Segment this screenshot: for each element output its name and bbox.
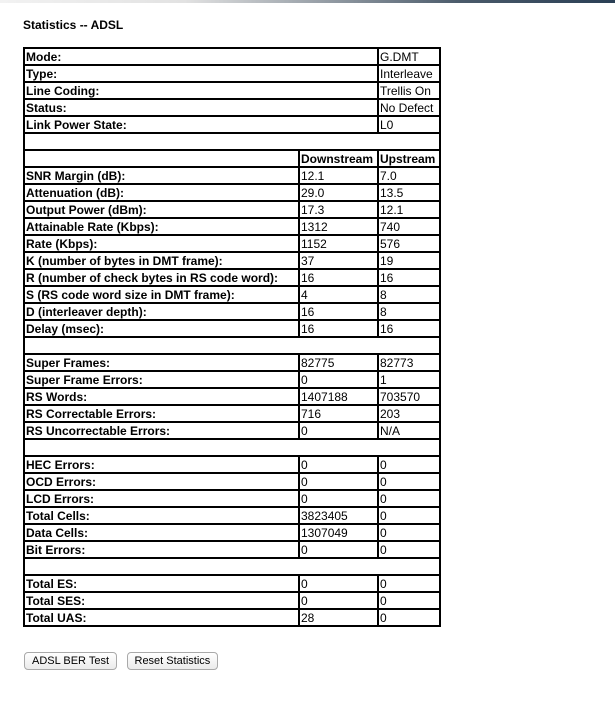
info-label: Mode:	[24, 48, 378, 65]
downstream-value: 12.1	[299, 167, 378, 184]
stat-label: K (number of bytes in DMT frame):	[24, 252, 299, 269]
header-blank-cell	[24, 150, 299, 167]
downstream-value: 0	[299, 422, 378, 439]
stat-row	[24, 320, 440, 337]
stat-row	[24, 354, 440, 371]
stat-label: Rate (Kbps):	[24, 235, 299, 252]
stat-row	[24, 252, 440, 269]
upstream-value: 0	[378, 473, 440, 490]
info-value: Interleave	[378, 65, 440, 82]
button-row	[24, 652, 223, 670]
spacer-row	[24, 133, 440, 150]
stat-label: RS Words:	[24, 388, 299, 405]
downstream-value: 0	[299, 456, 378, 473]
info-row-type	[24, 65, 440, 82]
downstream-value: 1407188	[299, 388, 378, 405]
info-value: No Defect	[378, 99, 440, 116]
upstream-value: 12.1	[378, 201, 440, 218]
stat-label: D (interleaver depth):	[24, 303, 299, 320]
stat-label: S (RS code word size in DMT frame):	[24, 286, 299, 303]
stat-row	[24, 541, 440, 558]
stat-label: RS Uncorrectable Errors:	[24, 422, 299, 439]
stat-row	[24, 303, 440, 320]
spacer-cell	[24, 558, 440, 575]
spacer-cell	[24, 439, 440, 456]
stat-row	[24, 405, 440, 422]
stat-row	[24, 609, 440, 626]
info-row-link-power-state	[24, 116, 440, 133]
downstream-value: 16	[299, 269, 378, 286]
stat-label: R (number of check bytes in RS code word):	[24, 269, 299, 286]
downstream-value: 17.3	[299, 201, 378, 218]
stat-label: Total SES:	[24, 592, 299, 609]
reset-statistics-button[interactable]: Reset Statistics	[127, 652, 219, 670]
statistics-page	[0, 3, 615, 723]
upstream-value: 703570	[378, 388, 440, 405]
stat-label: HEC Errors:	[24, 456, 299, 473]
stat-label: Attainable Rate (Kbps):	[24, 218, 299, 235]
stat-row	[24, 507, 440, 524]
stat-row	[24, 269, 440, 286]
info-label: Link Power State:	[24, 116, 378, 133]
upstream-value: 0	[378, 456, 440, 473]
downstream-value: 1312	[299, 218, 378, 235]
stat-label: LCD Errors:	[24, 490, 299, 507]
downstream-value: 1152	[299, 235, 378, 252]
upstream-value: 13.5	[378, 184, 440, 201]
upstream-value: 0	[378, 575, 440, 592]
stat-row	[24, 388, 440, 405]
upstream-value: 0	[378, 592, 440, 609]
upstream-value: 0	[378, 490, 440, 507]
downstream-value: 0	[299, 490, 378, 507]
downstream-value: 0	[299, 592, 378, 609]
stat-label: RS Correctable Errors:	[24, 405, 299, 422]
downstream-value: 16	[299, 303, 378, 320]
stat-label: Data Cells:	[24, 524, 299, 541]
info-value: L0	[378, 116, 440, 133]
upstream-value: 0	[378, 524, 440, 541]
upstream-value: 740	[378, 218, 440, 235]
stat-row	[24, 286, 440, 303]
upstream-value: 203	[378, 405, 440, 422]
stat-row	[24, 575, 440, 592]
downstream-value: 29.0	[299, 184, 378, 201]
upstream-header: Upstream	[378, 150, 440, 167]
stat-row	[24, 592, 440, 609]
downstream-value: 0	[299, 371, 378, 388]
spacer-cell	[24, 337, 440, 354]
stat-label: Total Cells:	[24, 507, 299, 524]
downstream-value: 0	[299, 575, 378, 592]
adsl-ber-test-button[interactable]: ADSL BER Test	[24, 652, 117, 670]
upstream-value: 7.0	[378, 167, 440, 184]
info-row-line-coding	[24, 82, 440, 99]
upstream-value: 0	[378, 541, 440, 558]
downstream-value: 4	[299, 286, 378, 303]
adsl-statistics-table	[23, 47, 441, 627]
upstream-value: 8	[378, 303, 440, 320]
downstream-value: 28	[299, 609, 378, 626]
stat-row	[24, 422, 440, 439]
downstream-value: 82775	[299, 354, 378, 371]
stat-row	[24, 473, 440, 490]
upstream-value: N/A	[378, 422, 440, 439]
stat-row	[24, 167, 440, 184]
spacer-row	[24, 337, 440, 354]
upstream-value: 0	[378, 507, 440, 524]
stat-row	[24, 235, 440, 252]
stat-row	[24, 524, 440, 541]
statistics-table-body	[24, 48, 440, 626]
info-row-mode	[24, 48, 440, 65]
downstream-value: 37	[299, 252, 378, 269]
spacer-row	[24, 558, 440, 575]
stat-row	[24, 201, 440, 218]
downstream-value: 3823405	[299, 507, 378, 524]
stat-label: Super Frames:	[24, 354, 299, 371]
stat-row	[24, 490, 440, 507]
downstream-value: 0	[299, 473, 378, 490]
downstream-value: 1307049	[299, 524, 378, 541]
upstream-value: 0	[378, 609, 440, 626]
upstream-value: 16	[378, 269, 440, 286]
stat-label: Total ES:	[24, 575, 299, 592]
stat-label: Bit Errors:	[24, 541, 299, 558]
downstream-value: 16	[299, 320, 378, 337]
upstream-value: 8	[378, 286, 440, 303]
spacer-cell	[24, 133, 440, 150]
spacer-row	[24, 439, 440, 456]
info-label: Type:	[24, 65, 378, 82]
column-header-row	[24, 150, 440, 167]
downstream-value: 716	[299, 405, 378, 422]
info-label: Line Coding:	[24, 82, 378, 99]
stat-label: Output Power (dBm):	[24, 201, 299, 218]
info-value: G.DMT	[378, 48, 440, 65]
page-title: Statistics -- ADSL	[23, 18, 124, 32]
info-label: Status:	[24, 99, 378, 116]
upstream-value: 16	[378, 320, 440, 337]
stat-label: Attenuation (dB):	[24, 184, 299, 201]
stat-label: Super Frame Errors:	[24, 371, 299, 388]
stat-label: Total UAS:	[24, 609, 299, 626]
stat-label: Delay (msec):	[24, 320, 299, 337]
upstream-value: 576	[378, 235, 440, 252]
stat-row	[24, 371, 440, 388]
info-row-status	[24, 99, 440, 116]
info-value: Trellis On	[378, 82, 440, 99]
stat-label: SNR Margin (dB):	[24, 167, 299, 184]
stat-row	[24, 218, 440, 235]
stat-row	[24, 456, 440, 473]
downstream-header: Downstream	[299, 150, 378, 167]
downstream-value: 0	[299, 541, 378, 558]
upstream-value: 82773	[378, 354, 440, 371]
stat-row	[24, 184, 440, 201]
stat-label: OCD Errors:	[24, 473, 299, 490]
upstream-value: 1	[378, 371, 440, 388]
upstream-value: 19	[378, 252, 440, 269]
